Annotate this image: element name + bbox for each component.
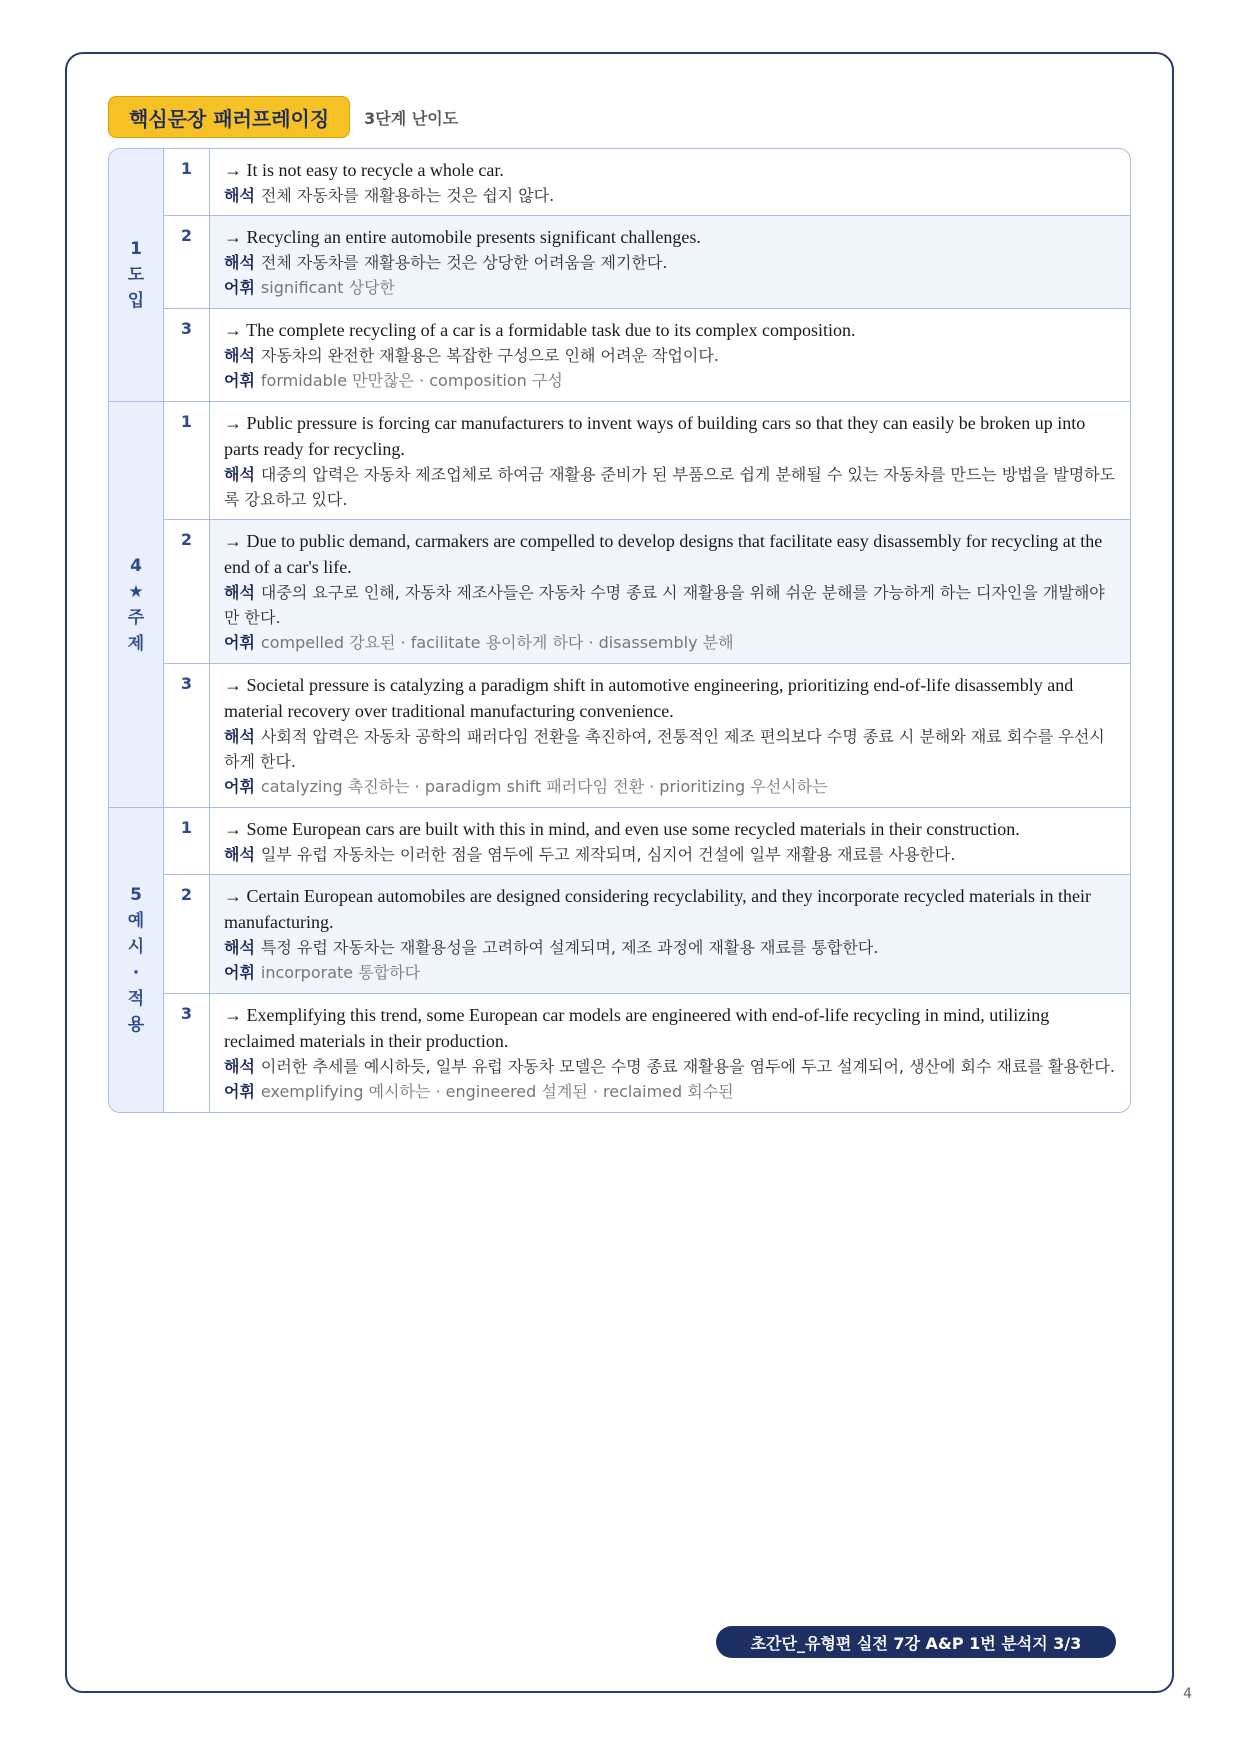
english-sentence: → The complete recycling of a car is a formidable task due to its complex composition. [224, 320, 856, 340]
section-header [108, 96, 458, 138]
group-label-cell [109, 402, 164, 807]
english-sentence: → Some European cars are built with this in mind, and even use some recycled materials in their construction. [224, 819, 1020, 839]
row-number: 1 [164, 402, 210, 519]
translation-text: 일부 유럽 자동차는 이러한 점을 염두에 두고 제작되며, 심지어 건설에 일부 재활용 재료를 사용한다. [260, 845, 956, 864]
vocab-label: 어휘 [224, 1082, 255, 1101]
translation-line [224, 462, 1116, 512]
translation-line [224, 183, 1116, 208]
row-number: 2 [164, 875, 210, 993]
paraphrase-row [164, 215, 1130, 308]
english-sentence: → Societal pressure is catalyzing a paradigm shift in automotive engineering, prioritizing end-of-life disassembly and material recovery over traditional manufacturing convenience. [224, 675, 1074, 721]
vocab-label: 어휘 [224, 278, 255, 297]
group-label: 4 ★ 주 제 [127, 555, 145, 654]
row-content [210, 664, 1130, 807]
translation-text: 전체 자동차를 재활용하는 것은 쉽지 않다. [260, 186, 555, 205]
vocab-text: compelled 강요된 · facilitate 용이하게 하다 · disassembly 분해 [260, 633, 734, 652]
translation-text: 이러한 추세를 예시하듯, 일부 유럽 자동차 모델은 수명 종료 재활용을 염두에 두고 설계되어, 생산에 회수 재료를 활용한다. [260, 1057, 1115, 1076]
translation-label: 해석 [224, 727, 255, 746]
paraphrase-row [164, 402, 1130, 519]
paraphrase-row [164, 519, 1130, 663]
vocab-text: formidable 만만찮은 · composition 구성 [260, 371, 563, 390]
english-sentence: → Public pressure is forcing car manufacturers to invent ways of building cars so that they can easily be broken up into parts ready for recycling. [224, 413, 1086, 459]
group-label-cell [109, 808, 164, 1112]
paraphrase-group [109, 401, 1130, 807]
translation-line [224, 842, 1116, 867]
english-sentence: → It is not easy to recycle a whole car. [224, 160, 504, 180]
row-content [210, 875, 1130, 993]
footer-badge: 초간단_유형편 실전 7강 A&P 1번 분석지 3/3 [716, 1626, 1116, 1658]
paraphrase-row [164, 663, 1130, 807]
paraphrase-group [109, 807, 1130, 1112]
row-number: 1 [164, 149, 210, 215]
group-label-cell [109, 149, 164, 401]
paraphrase-row [164, 308, 1130, 401]
vocab-line [224, 1079, 1116, 1105]
vocab-text: exemplifying 예시하는 · engineered 설계된 · reclaimed 회수된 [260, 1082, 734, 1101]
translation-text: 전체 자동차를 재활용하는 것은 상당한 어려움을 제기한다. [260, 253, 668, 272]
translation-text: 대중의 요구로 인해, 자동차 제조사들은 자동차 수명 종료 시 재활용을 위해 쉬운 분해를 가능하게 하는 디자인을 개발해야만 한다. [224, 583, 1105, 627]
english-sentence: → Recycling an entire automobile presents significant challenges. [224, 227, 701, 247]
paraphrase-row [164, 808, 1130, 874]
paraphrase-group [109, 149, 1130, 401]
translation-text: 대중의 압력은 자동차 제조업체로 하여금 재활용 준비가 된 부품으로 쉽게 분해될 수 있는 자동차를 만드는 방법을 발명하도록 강요하고 있다. [224, 465, 1116, 509]
vocab-line [224, 774, 1116, 800]
translation-line [224, 935, 1116, 960]
translation-line [224, 1054, 1116, 1079]
vocab-text: incorporate 통합하다 [260, 963, 421, 982]
vocab-line [224, 275, 1116, 301]
row-content [210, 520, 1130, 663]
row-number: 2 [164, 216, 210, 308]
translation-label: 해석 [224, 938, 255, 957]
vocab-label: 어휘 [224, 777, 255, 796]
vocab-line [224, 368, 1116, 394]
translation-text: 자동차의 완전한 재활용은 복잡한 구성으로 인해 어려운 작업이다. [260, 346, 719, 365]
translation-line [224, 724, 1116, 774]
row-number: 1 [164, 808, 210, 874]
row-number: 2 [164, 520, 210, 663]
section-title-badge: 핵심문장 패러프레이징 [108, 96, 350, 138]
page-number: 4 [1183, 1686, 1192, 1702]
translation-label: 해석 [224, 253, 255, 272]
group-label: 1 도 입 [127, 239, 145, 311]
row-content [210, 808, 1130, 874]
translation-label: 해석 [224, 583, 255, 602]
translation-line [224, 343, 1116, 368]
row-content [210, 402, 1130, 519]
paraphrase-row [164, 993, 1130, 1112]
vocab-label: 어휘 [224, 633, 255, 652]
row-number: 3 [164, 994, 210, 1112]
row-content [210, 994, 1130, 1112]
english-sentence: → Due to public demand, carmakers are compelled to develop designs that facilitate easy disassembly for recycling at the end of a car's life. [224, 531, 1103, 577]
translation-line [224, 580, 1116, 630]
row-content [210, 309, 1130, 401]
paraphrase-table [108, 148, 1131, 1113]
paraphrase-row [164, 874, 1130, 993]
vocab-line [224, 960, 1116, 986]
translation-label: 해석 [224, 845, 255, 864]
vocab-text: significant 상당한 [260, 278, 395, 297]
vocab-text: catalyzing 촉진하는 · paradigm shift 패러다임 전환 · prioritizing 우선시하는 [260, 777, 828, 796]
translation-label: 해석 [224, 1057, 255, 1076]
row-content [210, 149, 1130, 215]
row-content [210, 216, 1130, 308]
vocab-label: 어휘 [224, 963, 255, 982]
row-number: 3 [164, 664, 210, 807]
translation-line [224, 250, 1116, 275]
translation-label: 해석 [224, 186, 255, 205]
english-sentence: → Exemplifying this trend, some European car models are engineered with end-of-life recycling in mind, utilizing reclaimed materials in their production. [224, 1005, 1050, 1051]
paraphrase-row [164, 149, 1130, 215]
difficulty-label: 3단계 난이도 [364, 108, 459, 128]
translation-text: 특정 유럽 자동차는 재활용성을 고려하여 설계되며, 제조 과정에 재활용 재료를 통합한다. [260, 938, 879, 957]
translation-label: 해석 [224, 346, 255, 365]
translation-label: 해석 [224, 465, 255, 484]
translation-text: 사회적 압력은 자동차 공학의 패러다임 전환을 촉진하여, 전통적인 제조 편의보다 수명 종료 시 분해와 재료 회수를 우선시하게 한다. [224, 727, 1105, 771]
vocab-label: 어휘 [224, 371, 255, 390]
row-number: 3 [164, 309, 210, 401]
group-label: 5 예 시· 적 용 [127, 885, 145, 1035]
english-sentence: → Certain European automobiles are designed considering recyclability, and they incorporate recycled materials in their manufacturing. [224, 886, 1092, 932]
vocab-line [224, 630, 1116, 656]
